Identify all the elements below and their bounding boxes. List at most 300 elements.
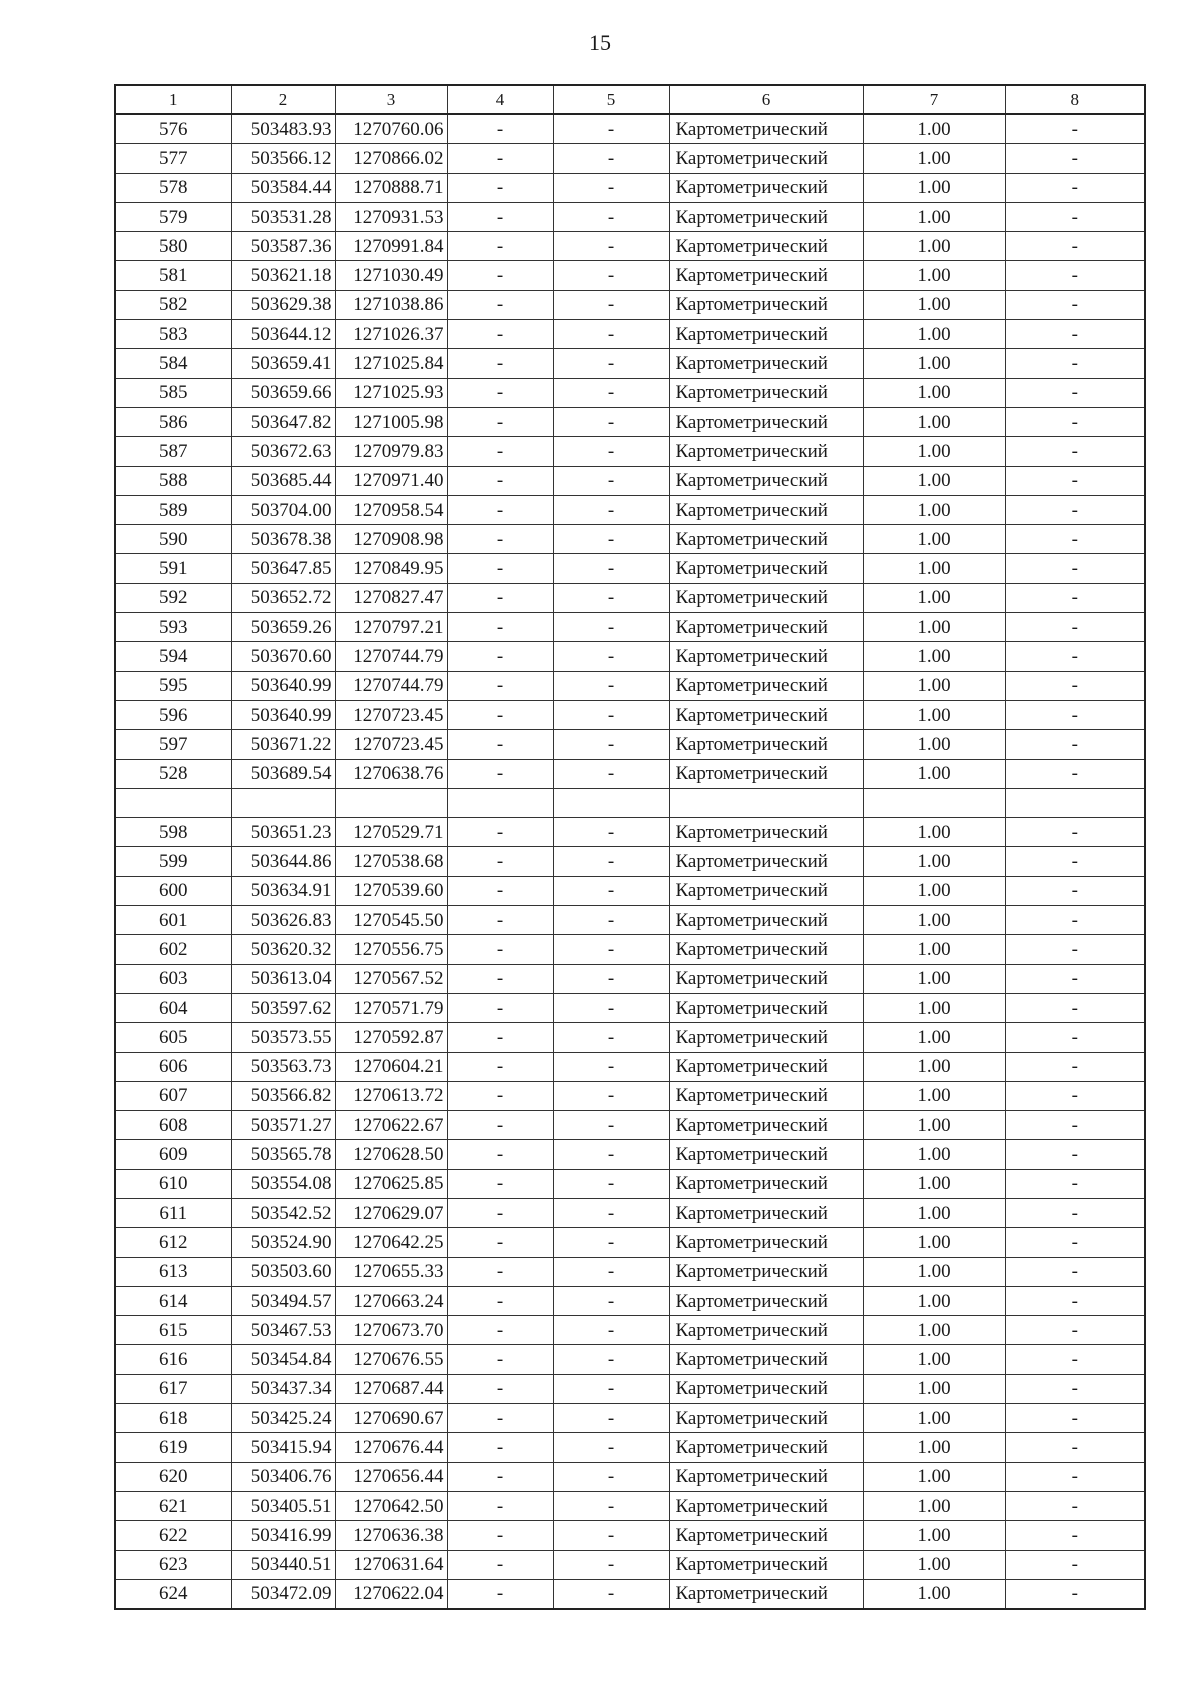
column-5-cell: - — [553, 613, 669, 642]
table-header-row — [115, 85, 1145, 114]
column-4-cell: - — [447, 232, 553, 261]
table-row — [115, 437, 1145, 466]
x-coordinate-cell: 503659.26 — [231, 613, 335, 642]
table-row — [115, 1286, 1145, 1315]
x-coordinate-cell: 503659.41 — [231, 349, 335, 378]
column-4-cell: - — [447, 554, 553, 583]
accuracy-cell: 1.00 — [863, 1316, 1005, 1345]
column-4-cell: - — [447, 1286, 553, 1315]
column-5-cell: - — [553, 700, 669, 729]
y-coordinate-cell: 1270655.33 — [335, 1257, 447, 1286]
column-4-cell: - — [447, 1052, 553, 1081]
accuracy-cell: 1.00 — [863, 232, 1005, 261]
y-coordinate-cell: 1270908.98 — [335, 525, 447, 554]
x-coordinate-cell: 503647.85 — [231, 554, 335, 583]
table-row — [115, 261, 1145, 290]
column-8-cell: - — [1005, 1111, 1145, 1140]
column-4-cell: - — [447, 1023, 553, 1052]
column-8-cell: - — [1005, 466, 1145, 495]
column-5-cell: - — [553, 202, 669, 231]
accuracy-cell: 1.00 — [863, 935, 1005, 964]
column-4-cell: - — [447, 906, 553, 935]
column-4-cell: - — [447, 1081, 553, 1110]
table-row — [115, 466, 1145, 495]
column-8-cell: - — [1005, 1491, 1145, 1520]
point-number-cell: 577 — [115, 144, 231, 173]
column-5-cell: - — [553, 1316, 669, 1345]
table-row — [115, 407, 1145, 436]
x-coordinate-cell: 503644.86 — [231, 847, 335, 876]
method-cell: Картометрический — [669, 1345, 863, 1374]
point-number-cell: 579 — [115, 202, 231, 231]
y-coordinate-cell: 1270827.47 — [335, 583, 447, 612]
method-cell: Картометрический — [669, 1228, 863, 1257]
method-cell: Картометрический — [669, 671, 863, 700]
method-cell: Картометрический — [669, 1257, 863, 1286]
y-coordinate-cell: 1270567.52 — [335, 964, 447, 993]
column-8-cell: - — [1005, 1023, 1145, 1052]
x-coordinate-cell: 503531.28 — [231, 202, 335, 231]
column-4-cell: - — [447, 583, 553, 612]
column-4-cell: - — [447, 114, 553, 144]
column-8-cell: - — [1005, 818, 1145, 847]
column-4-cell: - — [447, 1228, 553, 1257]
column-4-cell: - — [447, 613, 553, 642]
table-row — [115, 906, 1145, 935]
accuracy-cell: 1.00 — [863, 320, 1005, 349]
method-cell: Картометрический — [669, 173, 863, 202]
column-5-cell: - — [553, 935, 669, 964]
blank-cell — [335, 788, 447, 817]
accuracy-cell: 1.00 — [863, 1081, 1005, 1110]
point-number-cell: 612 — [115, 1228, 231, 1257]
point-number-cell: 622 — [115, 1521, 231, 1550]
column-4-cell: - — [447, 700, 553, 729]
y-coordinate-cell: 1270636.38 — [335, 1521, 447, 1550]
method-cell: Картометрический — [669, 935, 863, 964]
column-5-cell: - — [553, 466, 669, 495]
column-8-cell: - — [1005, 935, 1145, 964]
point-number-cell: 610 — [115, 1169, 231, 1198]
x-coordinate-cell: 503440.51 — [231, 1550, 335, 1579]
accuracy-cell: 1.00 — [863, 1462, 1005, 1491]
y-coordinate-cell: 1270629.07 — [335, 1198, 447, 1227]
column-5-cell: - — [553, 437, 669, 466]
method-cell: Картометрический — [669, 1374, 863, 1403]
accuracy-cell: 1.00 — [863, 144, 1005, 173]
x-coordinate-cell: 503629.38 — [231, 290, 335, 319]
column-8-cell: - — [1005, 1462, 1145, 1491]
column-8-cell: - — [1005, 671, 1145, 700]
point-number-cell: 605 — [115, 1023, 231, 1052]
method-cell: Картометрический — [669, 554, 863, 583]
accuracy-cell: 1.00 — [863, 378, 1005, 407]
column-8-cell: - — [1005, 437, 1145, 466]
accuracy-cell: 1.00 — [863, 495, 1005, 524]
column-5-cell: - — [553, 818, 669, 847]
point-number-cell: 598 — [115, 818, 231, 847]
point-number-cell: 616 — [115, 1345, 231, 1374]
column-4-cell: - — [447, 407, 553, 436]
accuracy-cell: 1.00 — [863, 1550, 1005, 1579]
accuracy-cell: 1.00 — [863, 1052, 1005, 1081]
column-5-cell: - — [553, 349, 669, 378]
x-coordinate-cell: 503524.90 — [231, 1228, 335, 1257]
column-5-cell: - — [553, 1198, 669, 1227]
accuracy-cell: 1.00 — [863, 1521, 1005, 1550]
table-row — [115, 993, 1145, 1022]
column-5-cell: - — [553, 1462, 669, 1491]
column-5-cell: - — [553, 1169, 669, 1198]
column-8-cell: - — [1005, 1579, 1145, 1609]
accuracy-cell: 1.00 — [863, 876, 1005, 905]
table-row — [115, 1316, 1145, 1345]
method-cell: Картометрический — [669, 847, 863, 876]
x-coordinate-cell: 503640.99 — [231, 671, 335, 700]
table-row — [115, 700, 1145, 729]
point-number-cell: 611 — [115, 1198, 231, 1227]
column-header-4: 4 — [447, 85, 553, 114]
column-4-cell: - — [447, 1316, 553, 1345]
point-number-cell: 621 — [115, 1491, 231, 1520]
column-5-cell: - — [553, 964, 669, 993]
accuracy-cell: 1.00 — [863, 583, 1005, 612]
method-cell: Картометрический — [669, 993, 863, 1022]
x-coordinate-cell: 503571.27 — [231, 1111, 335, 1140]
x-coordinate-cell: 503689.54 — [231, 759, 335, 788]
table-row — [115, 290, 1145, 319]
column-header-7: 7 — [863, 85, 1005, 114]
x-coordinate-cell: 503565.78 — [231, 1140, 335, 1169]
column-4-cell: - — [447, 1550, 553, 1579]
accuracy-cell: 1.00 — [863, 1404, 1005, 1433]
x-coordinate-cell: 503671.22 — [231, 730, 335, 759]
column-4-cell: - — [447, 847, 553, 876]
x-coordinate-cell: 503704.00 — [231, 495, 335, 524]
column-4-cell: - — [447, 1257, 553, 1286]
point-number-cell: 587 — [115, 437, 231, 466]
column-4-cell: - — [447, 1521, 553, 1550]
accuracy-cell: 1.00 — [863, 818, 1005, 847]
table-row — [115, 202, 1145, 231]
blank-cell — [115, 788, 231, 817]
column-8-cell: - — [1005, 320, 1145, 349]
accuracy-cell: 1.00 — [863, 466, 1005, 495]
column-8-cell: - — [1005, 1521, 1145, 1550]
accuracy-cell: 1.00 — [863, 671, 1005, 700]
table-row — [115, 935, 1145, 964]
table-row — [115, 525, 1145, 554]
method-cell: Картометрический — [669, 1198, 863, 1227]
blank-cell — [669, 788, 863, 817]
point-number-cell: 590 — [115, 525, 231, 554]
column-8-cell: - — [1005, 1140, 1145, 1169]
column-header-6: 6 — [669, 85, 863, 114]
y-coordinate-cell: 1270744.79 — [335, 671, 447, 700]
accuracy-cell: 1.00 — [863, 1345, 1005, 1374]
y-coordinate-cell: 1270571.79 — [335, 993, 447, 1022]
column-8-cell: - — [1005, 1550, 1145, 1579]
table-row — [115, 1550, 1145, 1579]
method-cell: Картометрический — [669, 144, 863, 173]
table-row — [115, 554, 1145, 583]
blank-cell — [447, 788, 553, 817]
accuracy-cell: 1.00 — [863, 1433, 1005, 1462]
method-cell: Картометрический — [669, 613, 863, 642]
column-8-cell: - — [1005, 349, 1145, 378]
column-8-cell: - — [1005, 993, 1145, 1022]
column-header-8: 8 — [1005, 85, 1145, 114]
method-cell: Картометрический — [669, 495, 863, 524]
column-5-cell: - — [553, 232, 669, 261]
y-coordinate-cell: 1271026.37 — [335, 320, 447, 349]
y-coordinate-cell: 1270723.45 — [335, 730, 447, 759]
method-cell: Картометрический — [669, 1491, 863, 1520]
column-5-cell: - — [553, 1374, 669, 1403]
column-8-cell: - — [1005, 847, 1145, 876]
column-8-cell: - — [1005, 261, 1145, 290]
method-cell: Картометрический — [669, 261, 863, 290]
method-cell: Картометрический — [669, 1521, 863, 1550]
point-number-cell: 580 — [115, 232, 231, 261]
accuracy-cell: 1.00 — [863, 1228, 1005, 1257]
x-coordinate-cell: 503416.99 — [231, 1521, 335, 1550]
column-4-cell: - — [447, 437, 553, 466]
column-4-cell: - — [447, 378, 553, 407]
point-number-cell: 583 — [115, 320, 231, 349]
y-coordinate-cell: 1270622.04 — [335, 1579, 447, 1609]
column-8-cell: - — [1005, 1374, 1145, 1403]
point-number-cell: 609 — [115, 1140, 231, 1169]
table-row — [115, 1579, 1145, 1609]
table-row — [115, 173, 1145, 202]
point-number-cell: 578 — [115, 173, 231, 202]
column-4-cell: - — [447, 759, 553, 788]
point-number-cell: 599 — [115, 847, 231, 876]
point-number-cell: 604 — [115, 993, 231, 1022]
column-4-cell: - — [447, 818, 553, 847]
y-coordinate-cell: 1270631.64 — [335, 1550, 447, 1579]
column-8-cell: - — [1005, 1433, 1145, 1462]
y-coordinate-cell: 1271025.93 — [335, 378, 447, 407]
column-5-cell: - — [553, 1052, 669, 1081]
column-4-cell: - — [447, 1169, 553, 1198]
method-cell: Картометрический — [669, 906, 863, 935]
x-coordinate-cell: 503620.32 — [231, 935, 335, 964]
column-8-cell: - — [1005, 1052, 1145, 1081]
column-header-2: 2 — [231, 85, 335, 114]
method-cell: Картометрический — [669, 583, 863, 612]
column-8-cell: - — [1005, 1257, 1145, 1286]
point-number-cell: 588 — [115, 466, 231, 495]
page-number: 15 — [589, 30, 611, 55]
method-cell: Картометрический — [669, 1404, 863, 1433]
column-4-cell: - — [447, 1462, 553, 1491]
y-coordinate-cell: 1270866.02 — [335, 144, 447, 173]
method-cell: Картометрический — [669, 1433, 863, 1462]
y-coordinate-cell: 1270760.06 — [335, 114, 447, 144]
method-cell: Картометрический — [669, 202, 863, 231]
method-cell: Картометрический — [669, 114, 863, 144]
table-row — [115, 876, 1145, 905]
column-5-cell: - — [553, 730, 669, 759]
table-row — [115, 1345, 1145, 1374]
table-row — [115, 1023, 1145, 1052]
x-coordinate-cell: 503405.51 — [231, 1491, 335, 1520]
column-5-cell: - — [553, 114, 669, 144]
column-4-cell: - — [447, 261, 553, 290]
table-body — [115, 114, 1145, 1609]
column-8-cell: - — [1005, 1345, 1145, 1374]
column-5-cell: - — [553, 1111, 669, 1140]
column-8-cell: - — [1005, 1169, 1145, 1198]
point-number-cell: 589 — [115, 495, 231, 524]
table-row — [115, 1257, 1145, 1286]
table-row — [115, 613, 1145, 642]
point-number-cell: 592 — [115, 583, 231, 612]
point-number-cell: 603 — [115, 964, 231, 993]
y-coordinate-cell: 1271005.98 — [335, 407, 447, 436]
accuracy-cell: 1.00 — [863, 114, 1005, 144]
column-5-cell: - — [553, 495, 669, 524]
y-coordinate-cell: 1270931.53 — [335, 202, 447, 231]
column-5-cell: - — [553, 1550, 669, 1579]
table-row — [115, 1140, 1145, 1169]
accuracy-cell: 1.00 — [863, 906, 1005, 935]
method-cell: Картометрический — [669, 876, 863, 905]
accuracy-cell: 1.00 — [863, 261, 1005, 290]
y-coordinate-cell: 1270625.85 — [335, 1169, 447, 1198]
x-coordinate-cell: 503454.84 — [231, 1345, 335, 1374]
method-cell: Картометрический — [669, 232, 863, 261]
column-4-cell: - — [447, 202, 553, 231]
column-8-cell: - — [1005, 613, 1145, 642]
y-coordinate-cell: 1270797.21 — [335, 613, 447, 642]
table-row — [115, 232, 1145, 261]
accuracy-cell: 1.00 — [863, 1169, 1005, 1198]
y-coordinate-cell: 1270642.50 — [335, 1491, 447, 1520]
column-5-cell: - — [553, 1521, 669, 1550]
accuracy-cell: 1.00 — [863, 1579, 1005, 1609]
y-coordinate-cell: 1270888.71 — [335, 173, 447, 202]
column-4-cell: - — [447, 495, 553, 524]
column-header-1: 1 — [115, 85, 231, 114]
column-header-5: 5 — [553, 85, 669, 114]
x-coordinate-cell: 503626.83 — [231, 906, 335, 935]
column-4-cell: - — [447, 1404, 553, 1433]
accuracy-cell: 1.00 — [863, 613, 1005, 642]
point-number-cell: 594 — [115, 642, 231, 671]
y-coordinate-cell: 1270676.44 — [335, 1433, 447, 1462]
accuracy-cell: 1.00 — [863, 1198, 1005, 1227]
table-row — [115, 114, 1145, 144]
column-8-cell: - — [1005, 1081, 1145, 1110]
method-cell: Картометрический — [669, 759, 863, 788]
point-number-cell: 618 — [115, 1404, 231, 1433]
column-4-cell: - — [447, 466, 553, 495]
table-row — [115, 1404, 1145, 1433]
accuracy-cell: 1.00 — [863, 964, 1005, 993]
x-coordinate-cell: 503573.55 — [231, 1023, 335, 1052]
method-cell: Картометрический — [669, 407, 863, 436]
y-coordinate-cell: 1270958.54 — [335, 495, 447, 524]
y-coordinate-cell: 1270638.76 — [335, 759, 447, 788]
column-8-cell: - — [1005, 290, 1145, 319]
column-5-cell: - — [553, 290, 669, 319]
column-8-cell: - — [1005, 554, 1145, 583]
column-8-cell: - — [1005, 1286, 1145, 1315]
table-row — [115, 642, 1145, 671]
table-row — [115, 1198, 1145, 1227]
column-4-cell: - — [447, 1111, 553, 1140]
y-coordinate-cell: 1270622.67 — [335, 1111, 447, 1140]
y-coordinate-cell: 1270663.24 — [335, 1286, 447, 1315]
point-number-cell: 582 — [115, 290, 231, 319]
coordinates-table — [114, 84, 1146, 1610]
table-row — [115, 1491, 1145, 1520]
blank-cell — [863, 788, 1005, 817]
x-coordinate-cell: 503587.36 — [231, 232, 335, 261]
y-coordinate-cell: 1270971.40 — [335, 466, 447, 495]
blank-separator-row — [115, 788, 1145, 817]
column-4-cell: - — [447, 144, 553, 173]
table-row — [115, 1111, 1145, 1140]
column-8-cell: - — [1005, 700, 1145, 729]
x-coordinate-cell: 503437.34 — [231, 1374, 335, 1403]
column-5-cell: - — [553, 876, 669, 905]
point-number-cell: 584 — [115, 349, 231, 378]
method-cell: Картометрический — [669, 964, 863, 993]
x-coordinate-cell: 503415.94 — [231, 1433, 335, 1462]
point-number-cell: 586 — [115, 407, 231, 436]
column-8-cell: - — [1005, 1198, 1145, 1227]
accuracy-cell: 1.00 — [863, 1491, 1005, 1520]
table-row — [115, 1081, 1145, 1110]
column-4-cell: - — [447, 1579, 553, 1609]
table-row — [115, 847, 1145, 876]
column-5-cell: - — [553, 1257, 669, 1286]
column-4-cell: - — [447, 1374, 553, 1403]
point-number-cell: 593 — [115, 613, 231, 642]
point-number-cell: 591 — [115, 554, 231, 583]
accuracy-cell: 1.00 — [863, 847, 1005, 876]
accuracy-cell: 1.00 — [863, 642, 1005, 671]
point-number-cell: 607 — [115, 1081, 231, 1110]
y-coordinate-cell: 1270529.71 — [335, 818, 447, 847]
column-header-3: 3 — [335, 85, 447, 114]
accuracy-cell: 1.00 — [863, 730, 1005, 759]
x-coordinate-cell: 503634.91 — [231, 876, 335, 905]
method-cell: Картометрический — [669, 700, 863, 729]
point-number-cell: 615 — [115, 1316, 231, 1345]
accuracy-cell: 1.00 — [863, 290, 1005, 319]
point-number-cell: 613 — [115, 1257, 231, 1286]
column-4-cell: - — [447, 730, 553, 759]
y-coordinate-cell: 1270744.79 — [335, 642, 447, 671]
column-5-cell: - — [553, 144, 669, 173]
x-coordinate-cell: 503542.52 — [231, 1198, 335, 1227]
y-coordinate-cell: 1271030.49 — [335, 261, 447, 290]
table-row — [115, 964, 1145, 993]
x-coordinate-cell: 503584.44 — [231, 173, 335, 202]
column-5-cell: - — [553, 1228, 669, 1257]
point-number-cell: 619 — [115, 1433, 231, 1462]
method-cell: Картометрический — [669, 1081, 863, 1110]
method-cell: Картометрический — [669, 349, 863, 378]
point-number-cell: 606 — [115, 1052, 231, 1081]
column-4-cell: - — [447, 993, 553, 1022]
table-row — [115, 1169, 1145, 1198]
